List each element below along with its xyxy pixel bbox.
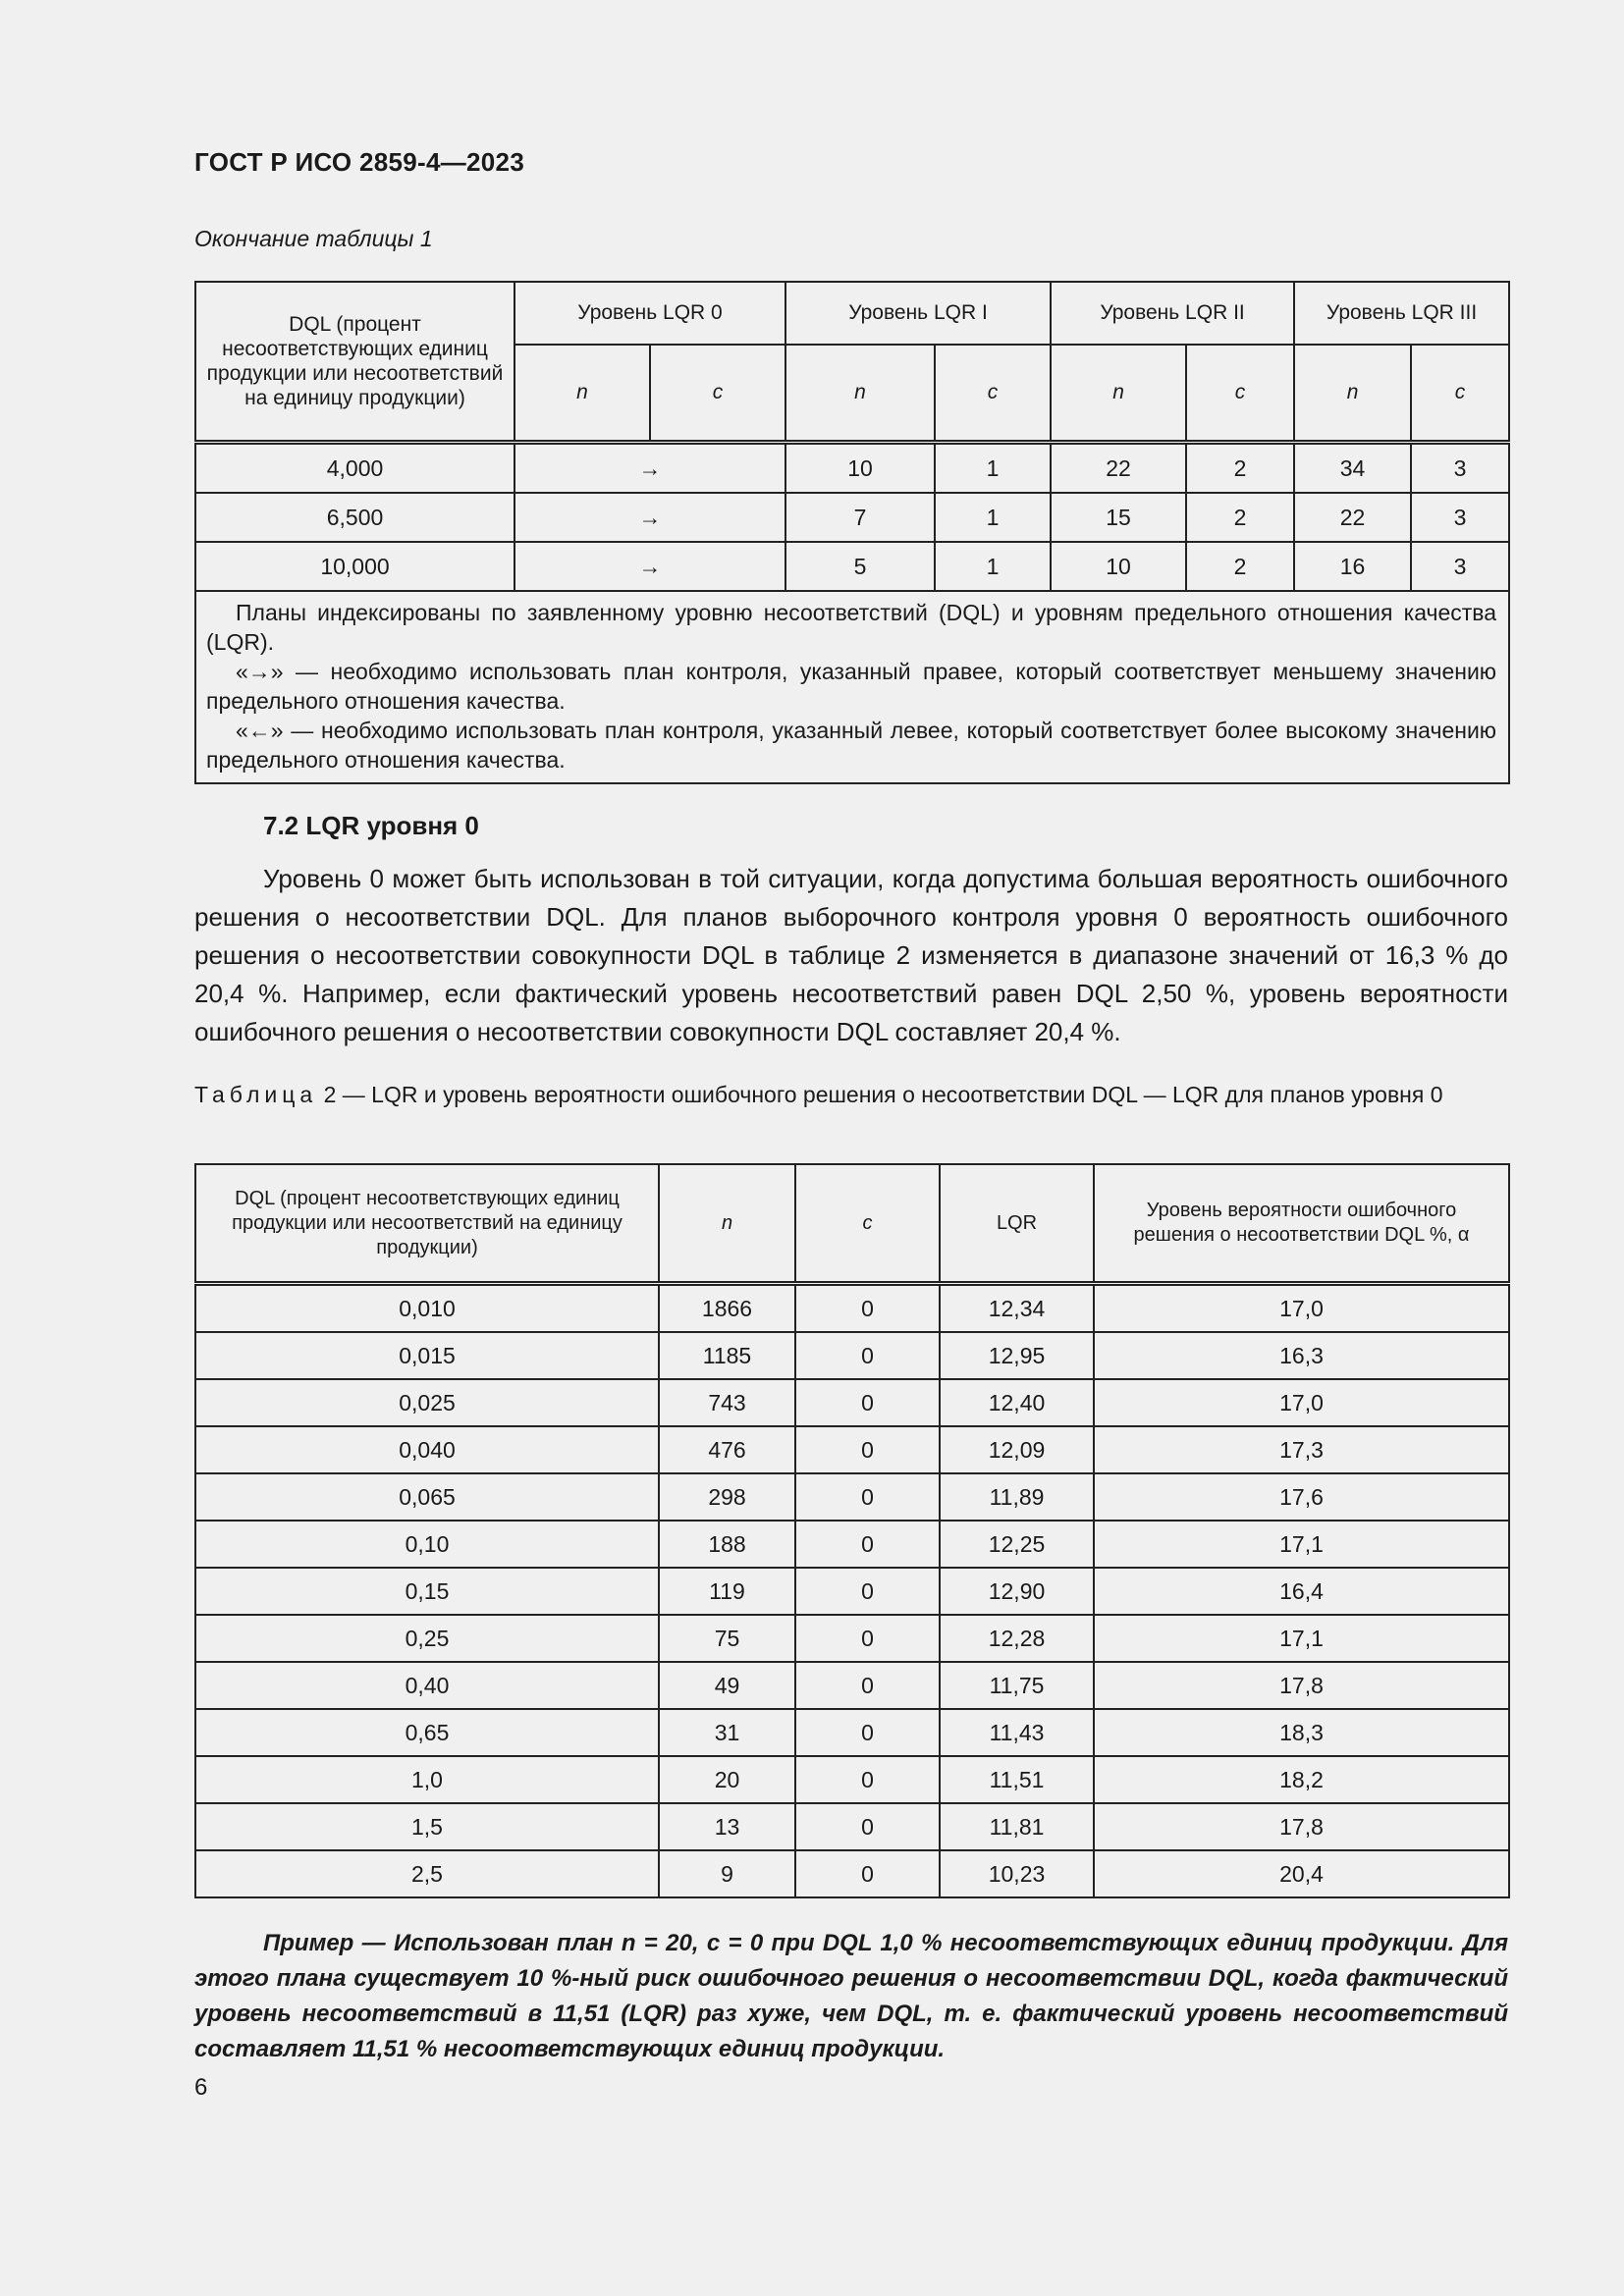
table2-cell: 75 [659,1615,795,1662]
table2-cell: 17,0 [1094,1379,1509,1426]
table1-level-header: Уровень LQR 0 [514,282,785,345]
table2-cell: 0,015 [195,1332,659,1379]
table1-level-header: Уровень LQR I [785,282,1051,345]
table2-cell: 17,8 [1094,1803,1509,1850]
table2-cell: 17,3 [1094,1426,1509,1473]
table2-cell: 20,4 [1094,1850,1509,1897]
table1-cell: 5 [785,542,935,591]
table2-cell: 12,09 [940,1426,1094,1473]
table2-cell: 0 [795,1332,940,1379]
table2-caption-label: Таблица [194,1082,318,1107]
table1-sub-header: c [935,345,1051,443]
table-row [195,1568,1509,1615]
table2-cell: 11,51 [940,1756,1094,1803]
table1-cell: 1 [935,443,1051,494]
table1-sub-header: c [1411,345,1509,443]
table-row [195,542,1509,591]
table2-cell: 0,40 [195,1662,659,1709]
table-2 [194,1163,1510,1898]
table2-cell: 0 [795,1568,940,1615]
table1-cell: 22 [1294,493,1411,542]
table-row [195,1850,1509,1897]
table1-notes [195,591,1509,783]
table2-cell: 31 [659,1709,795,1756]
table2-cell: 49 [659,1662,795,1709]
table1-cell: 7 [785,493,935,542]
table1-note: «←» — необходимо использовать план контроля, указанный левее, который соответствует более высокому значению предельного отношения качества. [206,718,1497,773]
table2-cell: 12,95 [940,1332,1094,1379]
table1-sub-header: c [1186,345,1294,443]
table-row [195,1803,1509,1850]
table2-cell: 743 [659,1379,795,1426]
table1-level-header: Уровень LQR III [1294,282,1509,345]
table2-cell: 1,5 [195,1803,659,1850]
table2-cell: 12,40 [940,1379,1094,1426]
table1-cell: 3 [1411,493,1509,542]
table1-sub-header: c [650,345,785,443]
table2-cell: 188 [659,1521,795,1568]
table2-cell: 18,3 [1094,1709,1509,1756]
table1-level-header: Уровень LQR II [1051,282,1294,345]
section-paragraph: Уровень 0 может быть использован в той ситуации, когда допустима большая вероятность ошибочного решения о несоответствии DQL. Для планов выборочного контроля уровня 0 вероятность ошибочного решения о несоответствии совокупности DQL в таблице 2 изменяется в диапазоне значений от 16,3 % до 20,4 %. Например, если фактический уровень несоответствий равен DQL 2,50 %, уровень вероятности ошибочного решения о несоответствии совокупности DQL составляет 20,4 %. [194,864,1508,1046]
table2-cell: 9 [659,1850,795,1897]
table2-caption [194,1077,1508,1112]
table1-cell: 10 [785,443,935,494]
table1-arrow-cell: → [514,443,785,494]
table-row [195,1284,1509,1333]
table-row [195,443,1509,494]
table1-cell: 3 [1411,443,1509,494]
table2-cell: 0 [795,1803,940,1850]
table2-cell: 11,43 [940,1709,1094,1756]
table-row [195,1615,1509,1662]
table2-cell: 0,25 [195,1615,659,1662]
table1-sub-header: n [1294,345,1411,443]
table2-cell: 0,010 [195,1284,659,1333]
table2-cell: 17,6 [1094,1473,1509,1521]
table2-cell: 0 [795,1284,940,1333]
table1-dql-header: DQL (процент несоответствующих единиц продукции или несоответствий на единицу продукции) [195,282,514,443]
table1-cell: 22 [1051,443,1186,494]
table2-cell: 0 [795,1426,940,1473]
table2-cell: 0,025 [195,1379,659,1426]
table-row [195,493,1509,542]
table2-caption-text: 2 — LQR и уровень вероятности ошибочного решения о несоответствии DQL — LQR для планов уровня 0 [323,1082,1443,1107]
document-header: ГОСТ Р ИСО 2859-4—2023 [194,147,525,177]
table1-cell: 16 [1294,542,1411,591]
table1-dql-cell: 6,500 [195,493,514,542]
table2-cell: 0 [795,1379,940,1426]
table2-cell: 0,065 [195,1473,659,1521]
table1-dql-cell: 4,000 [195,443,514,494]
table2-cell: 0 [795,1615,940,1662]
table2-n-header: n [659,1164,795,1284]
table2-cell: 0 [795,1709,940,1756]
table2-cell: 18,2 [1094,1756,1509,1803]
table2-cell: 0,65 [195,1709,659,1756]
table1-sub-header: n [785,345,935,443]
table2-cell: 10,23 [940,1850,1094,1897]
table1-cell: 1 [935,542,1051,591]
table2-cell: 11,89 [940,1473,1094,1521]
table1-sub-header: n [1051,345,1186,443]
table2-cell: 11,81 [940,1803,1094,1850]
table2-cell: 1185 [659,1332,795,1379]
table2-cell: 12,90 [940,1568,1094,1615]
table2-cell: 0 [795,1473,940,1521]
table2-cell: 12,34 [940,1284,1094,1333]
table2-cell: 298 [659,1473,795,1521]
example-note: Пример — Использован план n = 20, c = 0 при DQL 1,0 % несоответствующих единиц продукции. Для этого плана существует 10 %-ный риск ошибочного решения о несоответствии DQL, когда фактический уровень несоответствий в 11,51 (LQR) раз хуже, чем DQL, т. е. фактический уровень несоответствий составляет 11,51 % несоответствующих единиц продукции. [194,1930,1508,2062]
table1-cell: 2 [1186,542,1294,591]
table2-cell: 11,75 [940,1662,1094,1709]
table2-cell: 2,5 [195,1850,659,1897]
table-row [195,1521,1509,1568]
table1-arrow-cell: → [514,493,785,542]
table1-cell: 2 [1186,493,1294,542]
table2-cell: 0 [795,1850,940,1897]
table1-cell: 10 [1051,542,1186,591]
table1-note: «→» — необходимо использовать план контроля, указанный правее, который соответствует меньшему значению предельного отношения качества. [206,659,1497,714]
table1-note: Планы индексированы по заявленному уровню несоответствий (DQL) и уровням предельного отношения качества (LQR). [206,600,1497,655]
table-1 [194,281,1510,784]
table2-cell: 476 [659,1426,795,1473]
table-row [195,1332,1509,1379]
table2-cell: 1866 [659,1284,795,1333]
table2-cell: 12,28 [940,1615,1094,1662]
table1-cell: 15 [1051,493,1186,542]
table2-cell: 17,8 [1094,1662,1509,1709]
table-row [195,1709,1509,1756]
table2-cell: 13 [659,1803,795,1850]
section-title: 7.2 LQR уровня 0 [263,811,479,840]
table1-cell: 34 [1294,443,1411,494]
table2-cell: 16,4 [1094,1568,1509,1615]
table1-cell: 2 [1186,443,1294,494]
table2-cell: 0 [795,1662,940,1709]
table2-cell: 12,25 [940,1521,1094,1568]
table-row [195,1473,1509,1521]
table2-cell: 0 [795,1521,940,1568]
page-number: 6 [194,2074,208,2101]
table2-cell: 0 [795,1756,940,1803]
table1-sub-header: n [514,345,650,443]
table2-cell: 17,1 [1094,1615,1509,1662]
table2-cell: 0,15 [195,1568,659,1615]
table2-cell: 20 [659,1756,795,1803]
table2-cell: 0,040 [195,1426,659,1473]
table1-cell: 1 [935,493,1051,542]
table1-arrow-cell: → [514,542,785,591]
table1-continuation-label: Окончание таблицы 1 [194,226,433,251]
table-row [195,1379,1509,1426]
table2-cell: 16,3 [1094,1332,1509,1379]
table2-cell: 0,10 [195,1521,659,1568]
table2-cell: 1,0 [195,1756,659,1803]
table2-cell: 17,0 [1094,1284,1509,1333]
table-row [195,1426,1509,1473]
table-row [195,1662,1509,1709]
table2-risk-header: Уровень вероятности ошибочного решения о несоответствии DQL %, α [1094,1164,1509,1284]
table2-dql-header: DQL (процент несоответствующих единиц продукции или несоответствий на единицу продукции) [195,1164,659,1284]
table2-cell: 17,1 [1094,1521,1509,1568]
table1-dql-cell: 10,000 [195,542,514,591]
table2-cell: 119 [659,1568,795,1615]
table2-lqr-header: LQR [940,1164,1094,1284]
table-row [195,1756,1509,1803]
table1-cell: 3 [1411,542,1509,591]
table2-c-header: c [795,1164,940,1284]
